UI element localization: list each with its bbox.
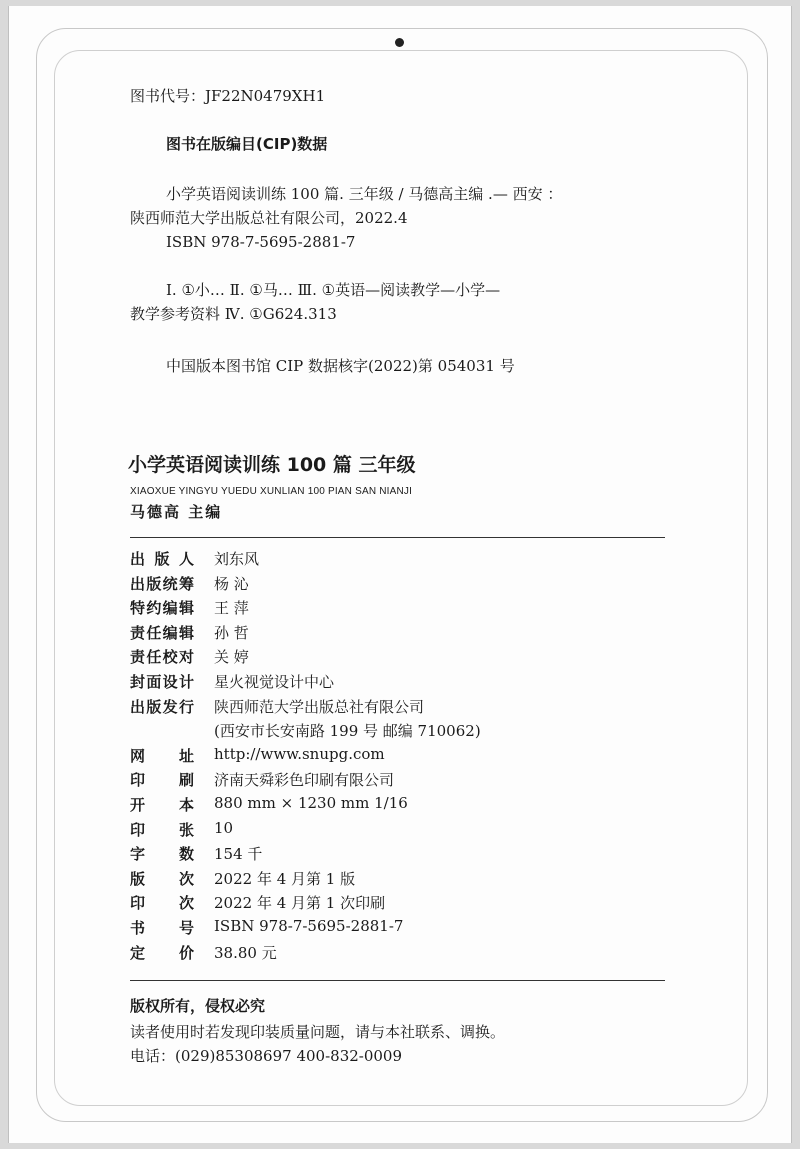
imprint-label: 封面设计 [130,673,194,691]
book-editor: 马德高 主编 [130,503,223,521]
imprint-label: 特约编辑 [130,599,194,618]
imprint-label: 版 次 [130,869,194,888]
imprint-value: 星火视觉设计中心 [214,673,335,691]
imprint-label: 印 张 [130,820,194,839]
imprint-label: 印 次 [130,894,194,913]
imprint-value: 10 [214,818,234,837]
divider-top [130,537,665,538]
rights-statement: 版权所有，侵权必究 [130,997,266,1015]
divider-bottom [130,980,665,981]
imprint-label: 网 址 [130,746,194,765]
imprint-label: 开 本 [130,796,194,814]
book-code: 图书代号：JF22N0479XH1 [130,87,326,105]
imprint-value: 880 mm × 1230 mm 1/16 [214,794,408,812]
cip-line-2: 陕西师范大学出版总社有限公司，2022.4 [130,209,408,227]
imprint-label: 定 价 [130,943,194,962]
quality-notice: 读者使用时若发现印装质量问题，请与本社联系、调换。 [130,1023,506,1041]
cip-verify-number: 中国版本图书馆 CIP 数据核字(2022)第 054031 号 [166,357,515,375]
cip-classification-2: 教学参考资料 Ⅳ. ①G624.313 [130,305,337,323]
imprint-value: 38.80 元 [214,943,277,962]
imprint-value: 陕西师范大学出版总社有限公司 [214,697,425,716]
cip-classification-1: Ⅰ. ①小… Ⅱ. ①马… Ⅲ. ①英语—阅读教学—小学— [166,281,501,299]
imprint-label: 书 号 [130,919,194,937]
imprint-label: 印 刷 [130,771,194,790]
imprint-value: (西安市长安南路 199 号 邮编 710062) [214,722,481,741]
imprint-value: 刘东风 [214,550,260,568]
imprint-label: 责任编辑 [130,623,194,642]
imprint-value: http://www.snupg.com [214,744,385,763]
imprint-value: 王 萍 [214,599,249,618]
imprint-label: 出版发行 [130,697,194,716]
imprint-value: 济南天舜彩色印刷有限公司 [214,771,395,790]
book-title-pinyin: XIAOXUE YINGYU YUEDU XUNLIAN 100 PIAN SAN NIANJI [130,486,413,497]
book-title: 小学英语阅读训练 100 篇 三年级 [128,454,416,476]
imprint-value: 154 千 [214,845,263,864]
cip-isbn: ISBN 978-7-5695-2881-7 [166,233,356,251]
cip-line-1: 小学英语阅读训练 100 篇. 三年级 / 马德高主编 .— 西安 ： [166,185,563,203]
contact-phone: 电话：(029)85308697 400-832-0009 [130,1047,403,1065]
imprint-value: 杨 沁 [214,574,249,593]
imprint-value: 2022 年 4 月第 1 次印刷 [214,894,386,913]
imprint-value: 关 婷 [214,648,249,667]
imprint-label: 字 数 [130,845,194,864]
imprint-label: 责任校对 [130,648,194,667]
imprint-value: 孙 哲 [214,623,249,642]
imprint-value: ISBN 978-7-5695-2881-7 [214,917,404,935]
imprint-label: 出版统筹 [130,574,194,593]
binding-hole [395,38,404,47]
cip-heading: 图书在版编目(CIP)数据 [166,135,328,153]
imprint-label: 出 版 人 [130,550,194,568]
imprint-value: 2022 年 4 月第 1 版 [214,869,356,888]
